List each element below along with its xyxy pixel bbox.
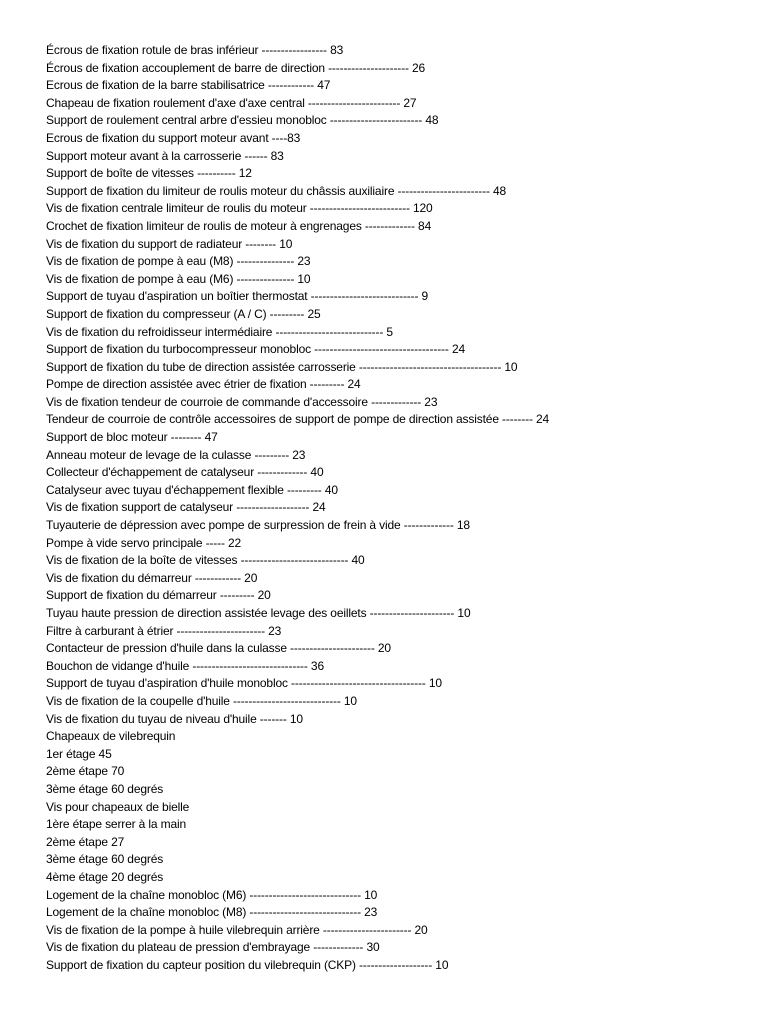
document-line: Support moteur avant à la carrosserie ------ 83 <box>46 148 284 163</box>
document-line: Support de fixation du compresseur (A / C) --------- 25 <box>46 306 321 321</box>
document-line: 3ème étage 60 degrés <box>46 781 164 796</box>
document-line: 4ème étage 20 degrés <box>46 869 164 884</box>
document-line: 2ème étape 27 <box>46 834 125 849</box>
document-line: Vis de fixation de la coupelle d'huile ---------------------------- 10 <box>46 693 357 708</box>
document-line: Vis de fixation tendeur de courroie de commande d'accessoire ------------- 23 <box>46 394 438 409</box>
torque-spec-list <box>46 42 756 974</box>
document-line: 2ème étape 70 <box>46 764 125 779</box>
document-line: Support de roulement central arbre d'essieu monobloc ------------------------ 48 <box>46 113 439 128</box>
document-line: Écrous de fixation accouplement de barre de direction --------------------- 26 <box>46 60 426 75</box>
document-line: Logement de la chaîne monobloc (M6) ----------------------------- 10 <box>46 887 378 902</box>
document-line: Chapeaux de vilebrequin <box>46 729 176 744</box>
document-line: Vis de fixation centrale limiteur de roulis du moteur -------------------------- 120 <box>46 201 433 216</box>
document-line: Support de boîte de vitesses ---------- 12 <box>46 166 252 181</box>
document-line: Tuyauterie de dépression avec pompe de surpression de frein à vide ------------- 18 <box>46 518 470 533</box>
document-line: Catalyseur avec tuyau d'échappement flexible --------- 40 <box>46 482 338 497</box>
document-line: Vis de fixation de la pompe à huile vilebrequin arrière ----------------------- 20 <box>46 922 428 937</box>
document-line: Support de fixation du démarreur --------- 20 <box>46 588 271 603</box>
document-line: Vis de fixation du support de radiateur -------- 10 <box>46 236 293 251</box>
document-line: 1er étage 45 <box>46 746 112 761</box>
document-line: 3ème étage 60 degrés <box>46 852 164 867</box>
document-line: Vis de fixation de pompe à eau (M6) --------------- 10 <box>46 271 311 286</box>
document-line: Crochet de fixation limiteur de roulis de moteur à engrenages ------------- 84 <box>46 218 432 233</box>
document-line: Anneau moteur de levage de la culasse --------- 23 <box>46 447 306 462</box>
document-line: Vis de fixation de la boîte de vitesses ---------------------------- 40 <box>46 553 365 568</box>
document-line: Tendeur de courroie de contrôle accessoires de support de pompe de direction assistée -------- 24 <box>46 412 550 427</box>
document-line: Vis de fixation de pompe à eau (M8) --------------- 23 <box>46 254 311 269</box>
document-line: Contacteur de pression d'huile dans la culasse ---------------------- 20 <box>46 641 391 656</box>
document-line: Filtre à carburant à étrier ----------------------- 23 <box>46 623 282 638</box>
document-line: 1ère étape serrer à la main <box>46 817 187 832</box>
document-line: Support de tuyau d'aspiration d'huile monobloc ----------------------------------- 10 <box>46 676 442 691</box>
document-line: Support de bloc moteur -------- 47 <box>46 430 218 445</box>
document-line: Écrous de fixation rotule de bras inférieur ----------------- 83 <box>46 43 344 57</box>
document-line: Support de fixation du tube de direction assistée carrosserie ------------------------------------- 10 <box>46 359 518 374</box>
document-line: Bouchon de vidange d'huile ------------------------------ 36 <box>46 658 324 673</box>
document-line: Vis de fixation support de catalyseur ------------------- 24 <box>46 500 326 515</box>
document-line: Ecrous de fixation du support moteur avant ----83 <box>46 130 301 145</box>
document-line: Support de fixation du turbocompresseur monobloc ----------------------------------- 24 <box>46 342 465 357</box>
document-line: Collecteur d'échappement de catalyseur ------------- 40 <box>46 465 324 480</box>
document-line: Tuyau haute pression de direction assistée levage des oeillets ---------------------- 10 <box>46 606 471 620</box>
document-line: Logement de la chaîne monobloc (M8) ----------------------------- 23 <box>46 905 378 920</box>
document-line: Vis de fixation du plateau de pression d'embrayage ------------- 30 <box>46 940 380 955</box>
document-line: Support de fixation du limiteur de roulis moteur du châssis auxiliaire ------------------------ 48 <box>46 183 507 198</box>
document-line: Ecrous de fixation de la barre stabilisatrice ------------ 47 <box>46 78 331 93</box>
document-line: Pompe à vide servo principale ----- 22 <box>46 535 242 550</box>
document-line: Support de fixation du capteur position du vilebrequin (CKP) ------------------- 10 <box>46 957 449 972</box>
document-line: Vis de fixation du tuyau de niveau d'huile ------- 10 <box>46 711 303 726</box>
document-line: Vis pour chapeaux de bielle <box>46 799 190 814</box>
document-line: Vis de fixation du démarreur ------------ 20 <box>46 570 258 585</box>
document-line: Vis de fixation du refroidisseur intermédiaire ---------------------------- 5 <box>46 324 393 339</box>
document-line: Support de tuyau d'aspiration un boîtier thermostat ---------------------------- 9 <box>46 289 429 304</box>
document-line: Pompe de direction assistée avec étrier de fixation --------- 24 <box>46 377 361 392</box>
document-line: Chapeau de fixation roulement d'axe d'axe central ------------------------ 27 <box>46 95 417 110</box>
